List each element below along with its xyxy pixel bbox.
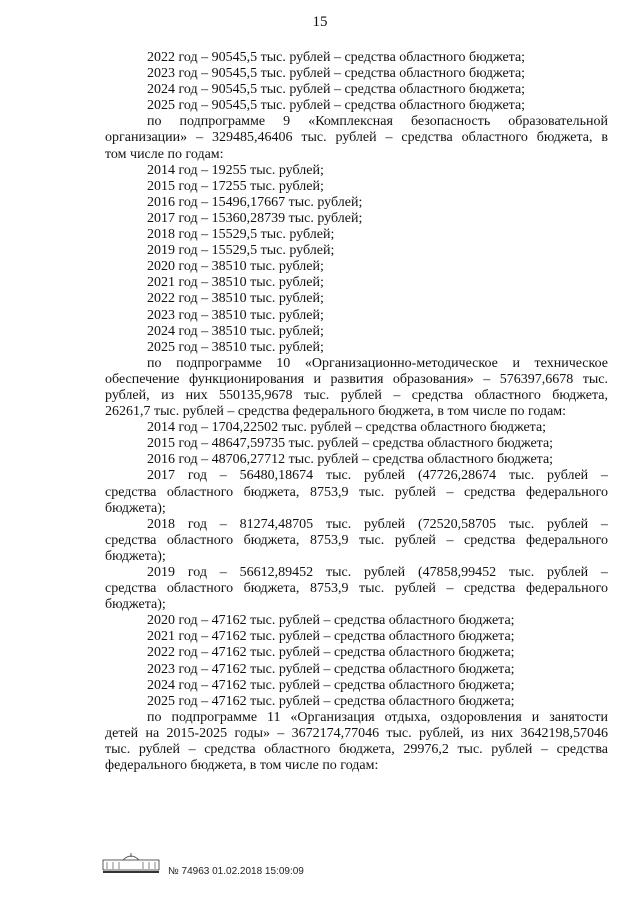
text-line: 2019 год – 56612,89452 тыс. рублей (47858,99452 тыс. рублей –	[147, 565, 608, 580]
text-line: бюджета);	[105, 500, 166, 516]
text-line: 2023 год – 38510 тыс. рублей;	[147, 307, 324, 323]
text-line: 2022 год – 38510 тыс. рублей;	[147, 291, 324, 307]
text-line: 2017 год – 56480,18674 тыс. рублей (47726,28674 тыс. рублей –	[147, 468, 608, 484]
text-line: средства областного бюджета, 8753,9 тыс. рублей – средства федерального	[105, 484, 608, 500]
text-line: 2020 год – 47162 тыс. рублей – средства областного бюджета;	[147, 613, 515, 629]
text-line: 2021 год – 47162 тыс. рублей – средства областного бюджета;	[147, 629, 515, 645]
text-line: средства областного бюджета, 8753,9 тыс. рублей – средства федерального	[105, 581, 608, 597]
text-line: 2022 год – 90545,5 тыс. рублей – средства областного бюджета;	[147, 50, 526, 65]
text-line: 2016 год – 48706,27712 тыс. рублей – средства областного бюджета;	[147, 452, 554, 468]
text-line: организации» – 329485,46406 тыс. рублей – средства областного бюджета, в	[105, 130, 608, 146]
text-line: 2024 год – 90545,5 тыс. рублей – средства областного бюджета;	[147, 82, 526, 98]
text-line: 2025 год – 47162 тыс. рублей – средства областного бюджета;	[147, 693, 515, 709]
text-line: 2020 год – 38510 тыс. рублей;	[147, 259, 324, 275]
page-number: 15	[312, 14, 328, 30]
text-line: 2025 год – 38510 тыс. рублей;	[147, 339, 324, 355]
text-line: 2015 год – 17255 тыс. рублей;	[147, 178, 324, 194]
text-line: 2021 год – 38510 тыс. рублей;	[147, 275, 324, 291]
text-line: 2018 год – 15529,5 тыс. рублей;	[147, 227, 335, 243]
text-line: средства областного бюджета, 8753,9 тыс. рублей – средства федерального	[105, 532, 608, 548]
text-line: 2017 год – 15360,28739 тыс. рублей;	[147, 210, 363, 226]
text-line: 2024 год – 38510 тыс. рублей;	[147, 323, 324, 339]
text-line: рублей, из них 550135,9678 тыс. рублей – средства областного бюджета,	[105, 387, 608, 403]
text-line: бюджета);	[105, 597, 166, 613]
registration-stamp	[168, 866, 304, 877]
text-line: 2025 год – 90545,5 тыс. рублей – средства областного бюджета;	[147, 98, 526, 114]
text-line: 2023 год – 90545,5 тыс. рублей – средства областного бюджета;	[147, 66, 526, 82]
document-body	[105, 50, 608, 774]
text-line: бюджета);	[105, 548, 166, 564]
text-line: 2014 год – 19255 тыс. рублей;	[147, 162, 324, 178]
text-line: 2019 год – 15529,5 тыс. рублей;	[147, 243, 335, 259]
text-line: 2022 год – 47162 тыс. рублей – средства областного бюджета;	[147, 645, 515, 661]
text-line: по подпрограмме 11 «Организация отдыха, оздоровления и занятости	[147, 709, 608, 725]
text-line: 26261,7 тыс. рублей – средства федерального бюджета, в том числе по годам:	[105, 404, 567, 420]
text-line: 2016 год – 15496,17667 тыс. рублей;	[147, 194, 363, 210]
text-line: детей на 2015-2025 годы» – 3672174,77046 тыс. рублей, из них 3642198,57046	[105, 725, 608, 741]
text-line: тыс. рублей – средства областного бюджета, 29976,2 тыс. рублей – средства	[105, 742, 608, 758]
government-emblem-icon	[101, 852, 161, 874]
stamp-datetime: 01.02.2018 15:09:09	[212, 866, 304, 877]
text-line: федерального бюджета, в том числе по годам:	[105, 758, 379, 774]
stamp-number: № 74963	[168, 866, 210, 877]
text-line: 2023 год – 47162 тыс. рублей – средства областного бюджета;	[147, 661, 515, 677]
text-line: 2024 год – 47162 тыс. рублей – средства областного бюджета;	[147, 677, 515, 693]
text-line: 2014 год – 1704,22502 тыс. рублей – средства областного бюджета;	[147, 420, 547, 436]
text-line: по подпрограмме 10 «Организационно-методическое и техническое	[147, 355, 608, 371]
text-line: том числе по годам:	[105, 146, 224, 162]
text-line: 2015 год – 48647,59735 тыс. рублей – средства областного бюджета;	[147, 436, 554, 452]
text-line: по подпрограмме 9 «Комплексная безопасность образовательной	[147, 114, 608, 130]
text-line: 2018 год – 81274,48705 тыс. рублей (72520,58705 тыс. рублей –	[147, 516, 608, 532]
text-line: обеспечение функционирования и развития образования» – 576397,6678 тыс.	[105, 371, 608, 387]
